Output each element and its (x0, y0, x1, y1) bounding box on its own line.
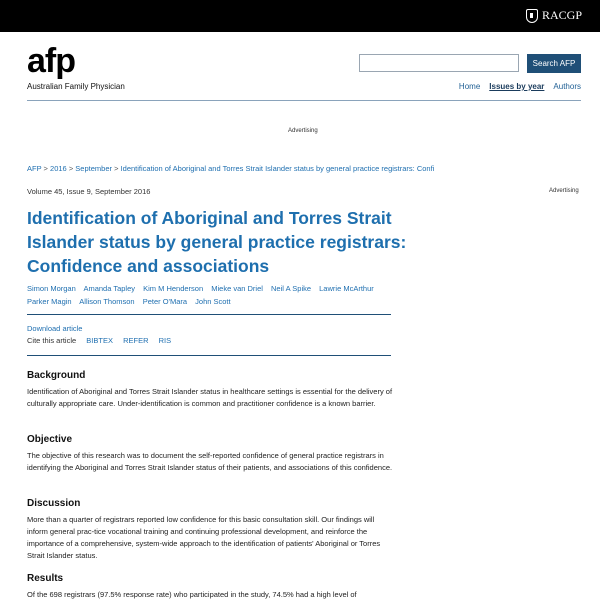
breadcrumb-sep: > (114, 164, 119, 173)
author-link[interactable]: Neil A Spike (271, 284, 312, 293)
divider (27, 355, 391, 356)
cite-refer-link[interactable]: REFER (123, 336, 149, 345)
afp-logo-text: afp (27, 42, 75, 80)
main-nav (459, 82, 581, 91)
results-heading: Results (27, 573, 64, 584)
author-link[interactable]: Amanda Tapley (83, 284, 136, 293)
divider (27, 314, 391, 315)
author-link[interactable]: John Scott (195, 296, 231, 306)
advertising-label-top: Advertising (288, 128, 318, 134)
racgp-logo[interactable] (526, 8, 582, 23)
author-link[interactable]: Allison Thomson (79, 296, 135, 306)
author-link[interactable]: Simon Morgan (27, 284, 76, 293)
site-header (0, 32, 600, 102)
cite-ris-link[interactable]: RIS (158, 336, 172, 345)
author-link[interactable]: Kim M Henderson (143, 284, 204, 293)
author-list (27, 283, 397, 308)
nav-authors[interactable]: Authors (553, 82, 581, 91)
header-divider (27, 100, 581, 101)
background-text: Identification of Aboriginal and Torres Strait Islander status in healthcare settings is essential for the delivery of culturally appropriate care. Under-identification is common and practitioner confidence is a known barrier. (27, 387, 393, 408)
top-bar (0, 0, 600, 32)
objective-text: The objective of this research was to document the self-reported confidence of general practice registrars in identifying the Aboriginal and Torres Strait Islander status of their patients, and associations of this confidence. (27, 451, 393, 472)
afp-logo[interactable] (27, 44, 97, 84)
objective-heading: Objective (27, 434, 73, 445)
article-title: Identification of Aboriginal and Torres Strait Islander status by general practice registrars: Confidence and associations (27, 208, 407, 276)
author-link[interactable]: Peter O'Mara (142, 296, 188, 306)
background-heading: Background (27, 370, 86, 381)
breadcrumb-sep: > (68, 164, 74, 173)
discussion-heading: Discussion (27, 498, 81, 509)
breadcrumb-month[interactable]: September (75, 164, 112, 173)
breadcrumb-year[interactable]: 2016 (50, 164, 67, 173)
cite-bibtex-link[interactable]: BIBTEX (86, 336, 113, 345)
search-input[interactable] (359, 54, 519, 72)
cite-row (27, 336, 171, 345)
author-link[interactable]: Lawrie McArthur (319, 284, 374, 293)
breadcrumb-afp[interactable]: AFP (27, 164, 42, 173)
issue-info: Volume 45, Issue 9, September 2016 (27, 187, 151, 196)
discussion-text: More than a quarter of registrars reported low confidence for this basic consultation skill. Our findings will inform general prac-tice vocational training and continuing professional development, and reinforce the importance of a comprehensive, system-wide approach to the identification of patients' Aboriginal or Torres Strait Islander status. (27, 515, 381, 560)
author-link[interactable]: Parker Magin (27, 296, 72, 306)
results-text: Of the 698 registrars (97.5% response rate) who participated in the study, 74.5% had a high level of (27, 590, 357, 599)
racgp-crest-icon (526, 9, 538, 23)
author-link[interactable]: Mieke van Driel (211, 284, 263, 293)
download-article-link[interactable]: Download article (27, 324, 83, 333)
racgp-label: RACGP (541, 8, 582, 22)
cite-label: Cite this article (27, 336, 77, 345)
breadcrumb-article[interactable]: Identification of Aboriginal and Torres Strait Islander status by general practice registrars: Confi (120, 164, 435, 173)
nav-home[interactable]: Home (458, 82, 481, 91)
breadcrumb-sep: > (43, 164, 48, 173)
search-button[interactable]: Search AFP (527, 54, 581, 73)
breadcrumb (27, 164, 467, 173)
nav-issues-by-year[interactable]: Issues by year (489, 82, 545, 91)
advertising-label-side: Advertising (549, 188, 579, 194)
site-subtitle: Australian Family Physician (27, 82, 125, 91)
